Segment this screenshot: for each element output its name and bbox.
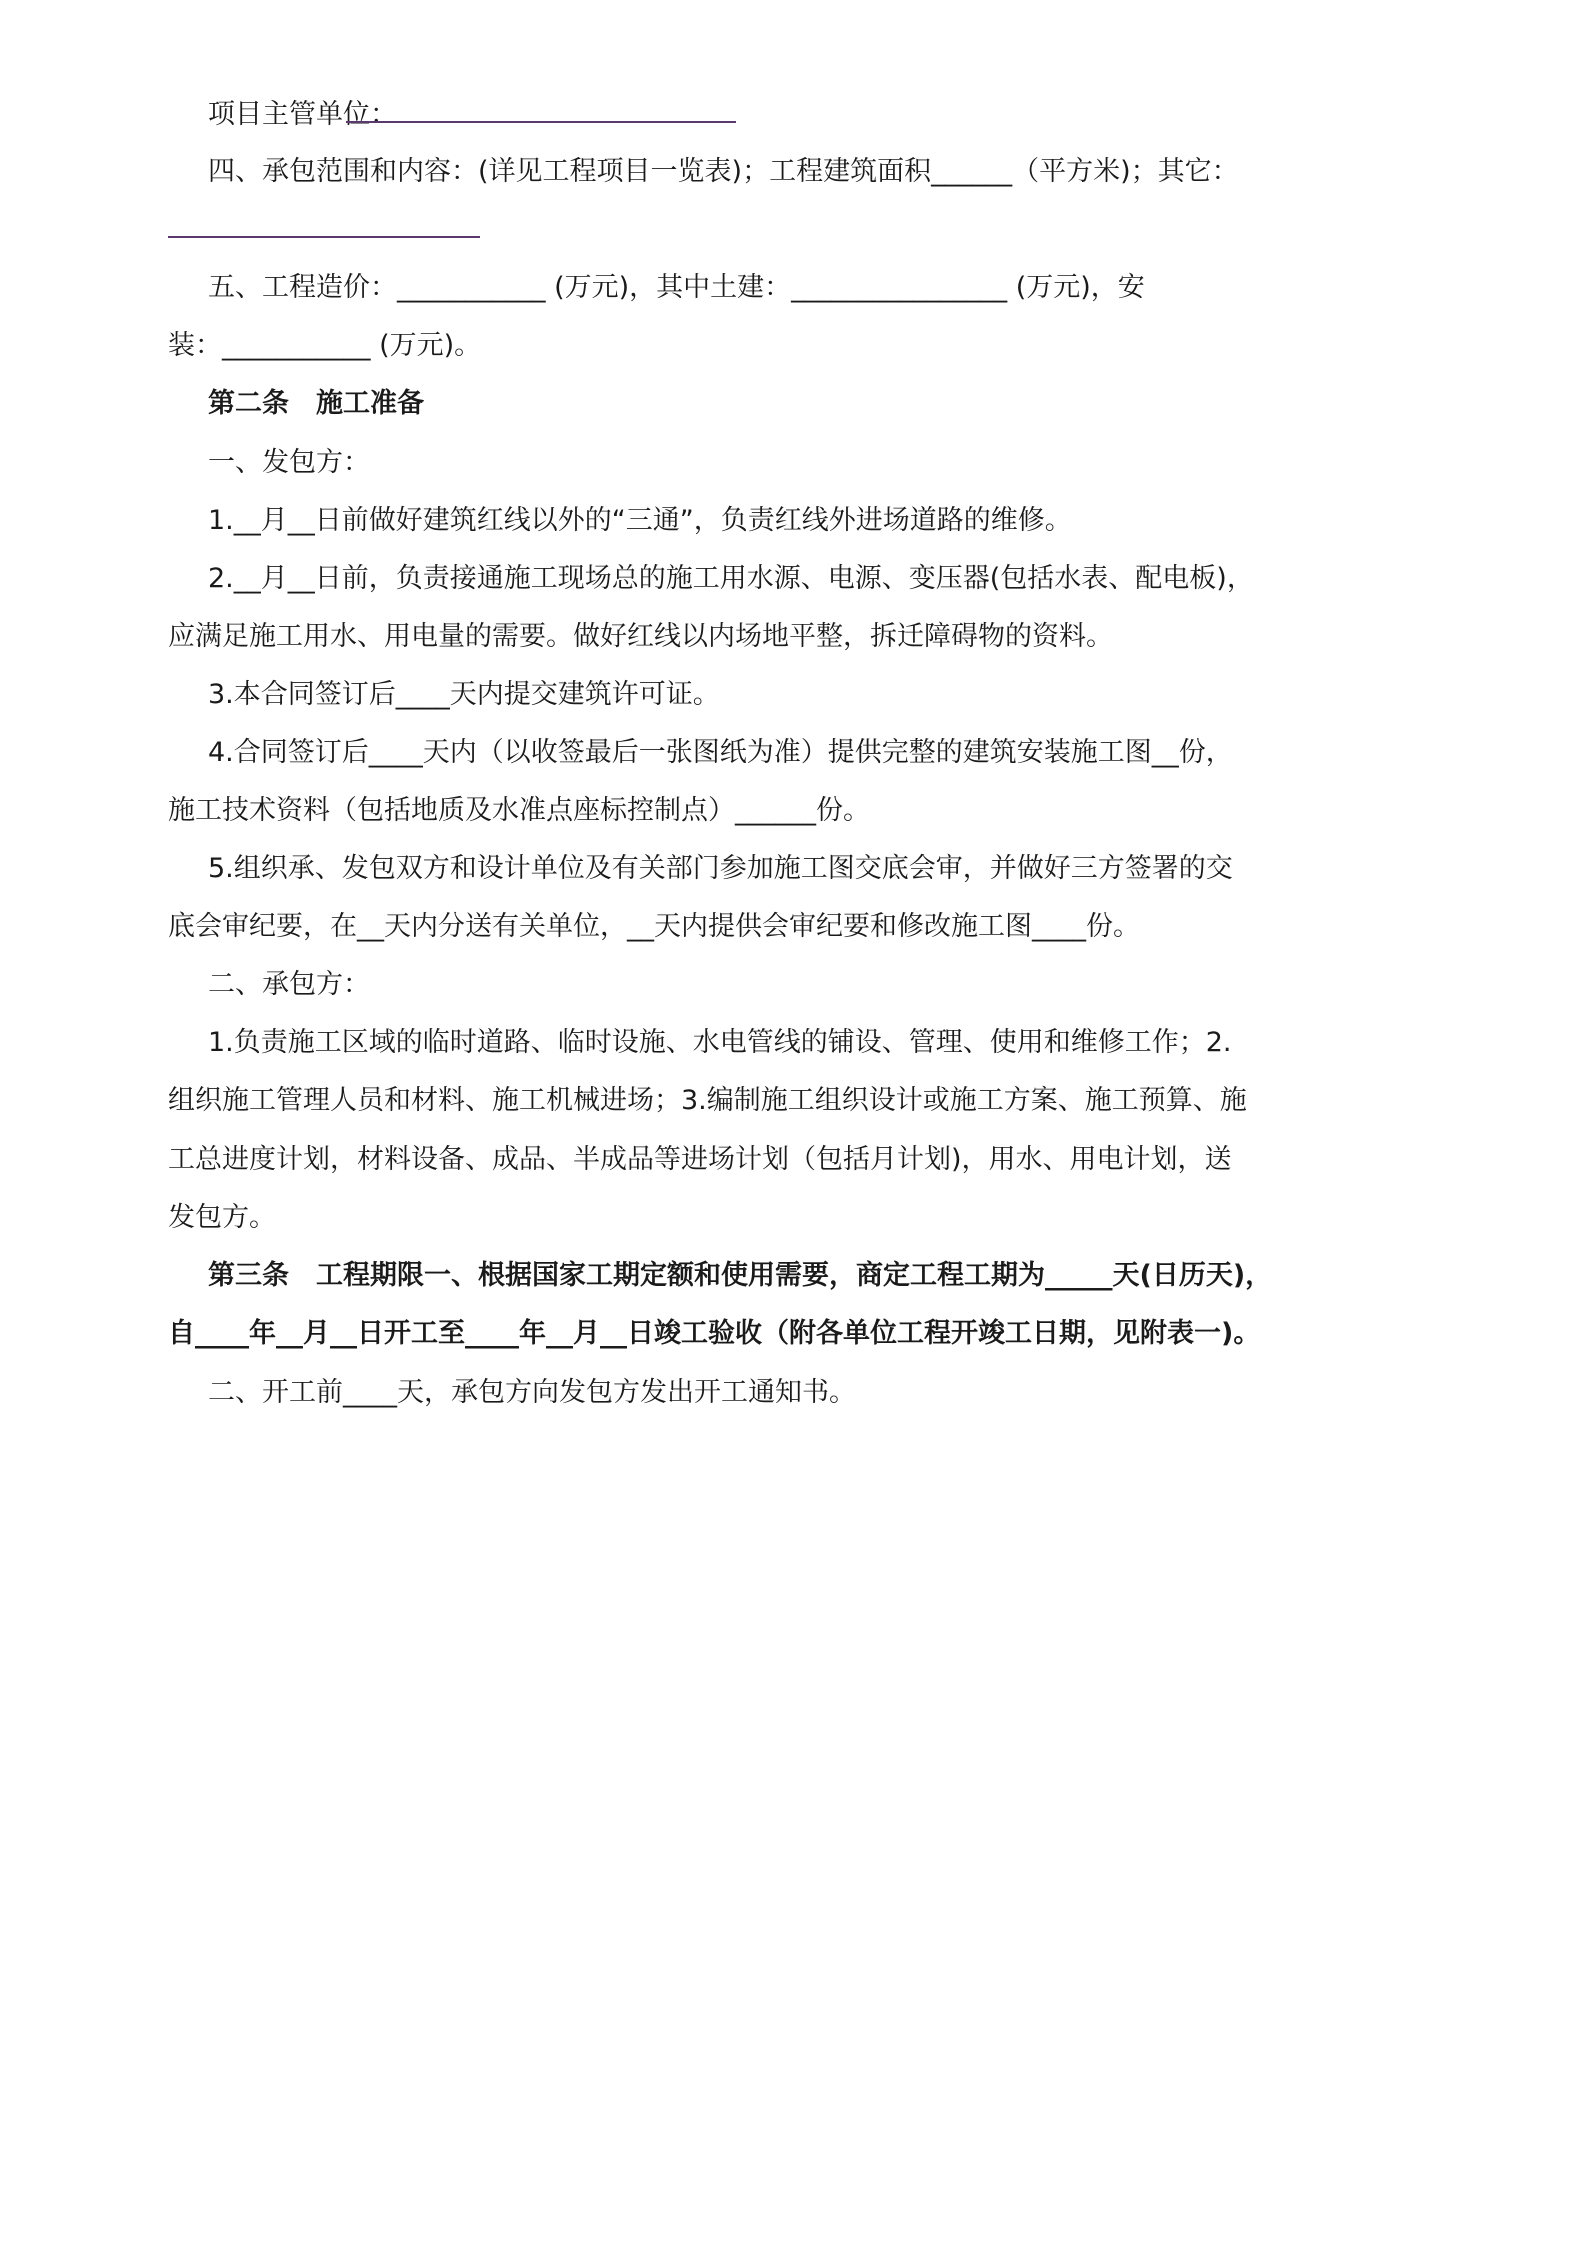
employer-item-5-text-2: 底会审纪要，在__天内分送有关单位，__天内提供会审纪要和修改施工图____份。: [168, 911, 1140, 942]
contractor-para-text-1: 1.负责施工区域的临时道路、临时设施、水电管线的铺设、管理、使用和维修工作；2.: [208, 1027, 1232, 1058]
project-authority-label: 项目主管单位：: [208, 99, 397, 130]
contractor-title: 二、承包方：: [208, 969, 370, 1000]
contractor-para-text-4: 发包方。: [168, 1202, 276, 1233]
article-3-text-2: 自____年__月__日开工至____年__月__日竣工验收（附各单位工程开竣工日期，见附表一)。: [168, 1318, 1261, 1349]
article-3-text-1: 第三条 工程期限一、根据国家工期定额和使用需要，商定工程工期为_____天(日历天)，: [208, 1260, 1273, 1291]
employer-item-4-text-2: 施工技术资料（包括地质及水准点座标控制点）______份。: [168, 795, 870, 826]
contractor-para-text-2: 组织施工管理人员和材料、施工机械进场；3.编制施工组织设计或施工方案、施工预算、施: [168, 1085, 1247, 1116]
employer-item-5-text-1: 5.组织承、发包双方和设计单位及有关部门参加施工图交底会审，并做好三方签署的交: [208, 853, 1233, 884]
employer-item-4-text-1: 4.合同签订后____天内（以收签最后一张图纸为准）提供完整的建筑安装施工图__份，: [208, 737, 1233, 768]
scope-text: 四、承包范围和内容：(详见工程项目一览表)；工程建筑面积______（平方米)；其它：: [208, 156, 1239, 187]
project-authority-blank: [346, 121, 736, 123]
employer-title: 一、发包方：: [208, 447, 370, 478]
cost-text-1: 五、工程造价：___________ (万元)，其中土建：________________ (万元)，安: [208, 272, 1145, 303]
employer-item-1-text: 1.__月__日前做好建筑红线以外的“三通”，负责红线外进场道路的维修。: [208, 505, 1072, 536]
article-2-title: 第二条 施工准备: [208, 388, 424, 419]
employer-item-2-text-2: 应满足施工用水、用电量的需要。做好红线以内场地平整，拆迁障碍物的资料。: [168, 621, 1113, 652]
start-notice-text: 二、开工前____天，承包方向发包方发出开工通知书。: [208, 1377, 856, 1408]
employer-item-2-text-1: 2.__月__日前，负责接通施工现场总的施工用水源、电源、变压器(包括水表、配电板)，: [208, 563, 1254, 594]
cost-text-2: 装：___________ (万元)。: [168, 330, 482, 361]
contractor-para-text-3: 工总进度计划，材料设备、成品、半成品等进场计划（包括月计划)，用水、用电计划，送: [168, 1144, 1232, 1175]
scope-other-blank: [168, 236, 480, 238]
employer-item-3-text: 3.本合同签订后____天内提交建筑许可证。: [208, 679, 720, 710]
